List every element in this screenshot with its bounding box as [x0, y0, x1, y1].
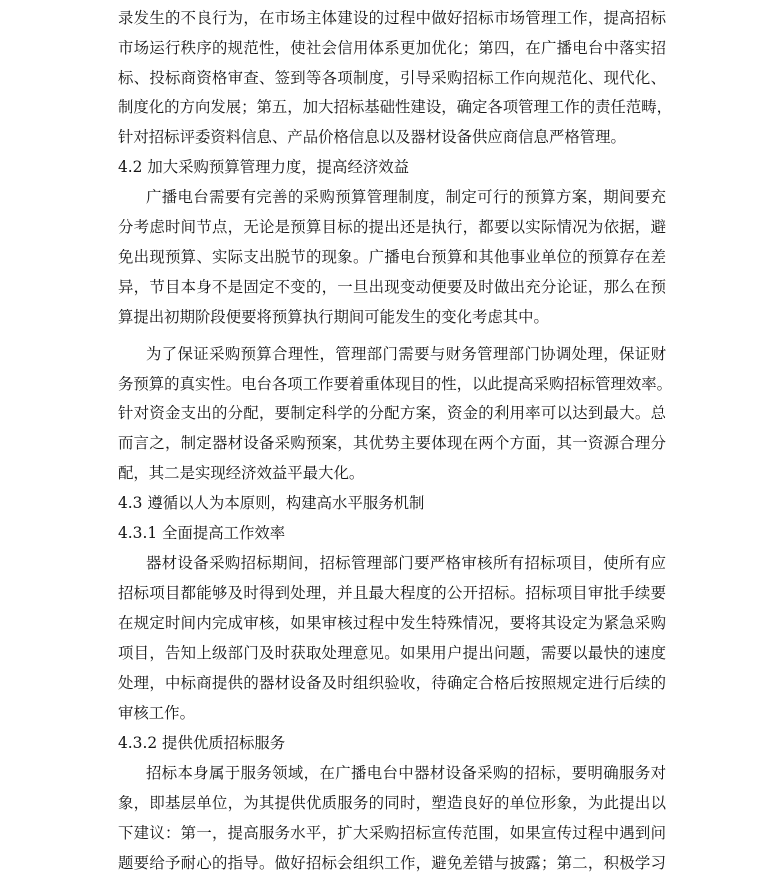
paragraph-line: 而言之，制定器材设备采购预案，其优势主要体现在两个方面，其一资源合理分 [118, 434, 666, 452]
paragraph-line: 象，即基层单位，为其提供优质服务的同时，塑造良好的单位形象，为此提出以 [118, 794, 666, 812]
paragraph-line: 算提出初期阶段便要将预算执行期间可能发生的变化考虑其中。 [118, 308, 549, 326]
subsection-heading: 4.3.2 提供优质招标服务 [118, 734, 286, 752]
paragraph-line: 异，节目本身不是固定不变的，一旦出现变动便要及时做出充分论证，那么在预 [118, 278, 666, 296]
section-heading: 4.3 遵循以人为本原则，构建高水平服务机制 [118, 494, 425, 512]
paragraph-first-line: 广播电台需要有完善的采购预算管理制度，制定可行的预算方案，期间要充 [146, 188, 666, 206]
paragraph-first-line: 为了保证采购预算合理性，管理部门需要与财务管理部门协调处理，保证财 [146, 345, 666, 363]
paragraph-line: 分考虑时间节点，无论是预算目标的提出还是执行，都要以实际情况为依据，避 [118, 218, 666, 236]
paragraph-line: 处理，中标商提供的器材设备及时组织验收，待确定合格后按照规定进行后续的 [118, 674, 666, 692]
paragraph-first-line: 器材设备采购招标期间，招标管理部门要严格审核所有招标项目，使所有应 [146, 554, 666, 572]
paragraph-line: 在规定时间内完成审核，如果审核过程中发生特殊情况，要将其设定为紧急采购 [118, 614, 666, 632]
paragraph-line: 项目，告知上级部门及时获取处理意见。如果用户提出问题，需要以最快的速度 [118, 644, 666, 662]
subsection-heading: 4.3.1 全面提高工作效率 [118, 524, 286, 542]
paragraph-line: 针对招标评委资料信息、产品价格信息以及器材设备供应商信息严格管理。 [118, 128, 626, 146]
paragraph-line: 招标项目都能够及时得到处理，并且最大程度的公开招标。招标项目审批手续要 [118, 584, 666, 602]
paragraph-line: 配，其二是实现经济效益平最大化。 [118, 464, 365, 482]
paragraph-line: 题要给予耐心的指导。做好招标会组织工作，避免差错与披露；第二，积极学习 [118, 854, 666, 872]
paragraph-first-line: 招标本身属于服务领域，在广播电台中器材设备采购的招标，要明确服务对 [146, 764, 666, 782]
paragraph-line: 市场运行秩序的规范性，使社会信用体系更加优化；第四，在广播电台中落实招 [118, 39, 666, 57]
paragraph-line: 审核工作。 [118, 704, 195, 722]
paragraph-line: 针对资金支出的分配，要制定科学的分配方案，资金的利用率可以达到最大。总 [118, 404, 666, 422]
paragraph-line: 免出现预算、实际支出脱节的现象。广播电台预算和其他事业单位的预算存在差 [118, 248, 666, 266]
paragraph-line: 制度化的方向发展；第五，加大招标基础性建设，确定各项管理工作的责任范畴， [118, 98, 673, 116]
paragraph-line: 务预算的真实性。电台各项工作要着重体现目的性，以此提高采购招标管理效率。 [118, 375, 673, 393]
paragraph-line: 录发生的不良行为，在市场主体建设的过程中做好招标市场管理工作，提高招标 [118, 9, 666, 27]
section-heading: 4.2 加大采购预算管理力度，提高经济效益 [118, 158, 410, 176]
paragraph-line: 下建议：第一，提高服务水平，扩大采购招标宣传范围，如果宣传过程中遇到问 [118, 824, 666, 842]
paragraph-line: 标、投标商资格审查、签到等各项制度，引导采购招标工作向规范化、现代化、 [118, 69, 666, 87]
